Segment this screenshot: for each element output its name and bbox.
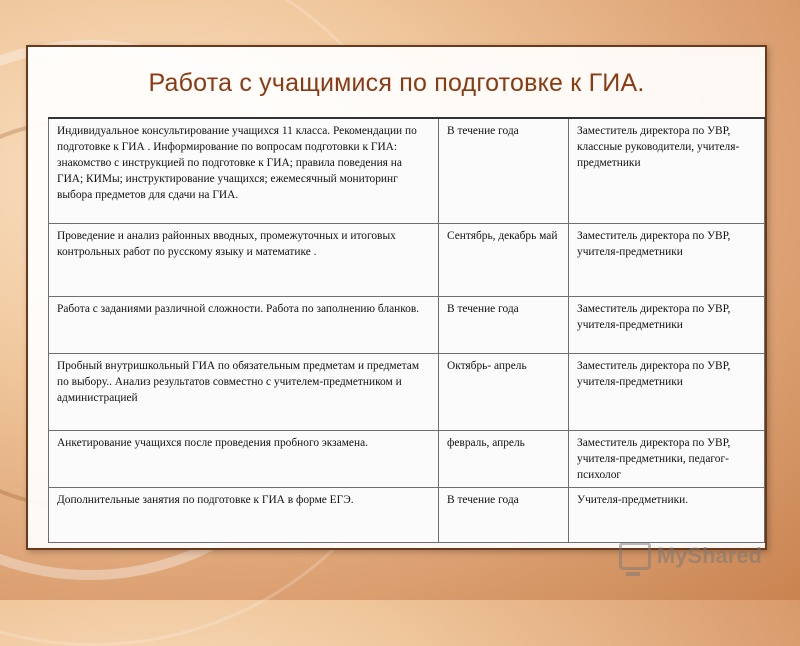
responsible-cell: Заместитель директора по УВР, учителя-предметники	[569, 297, 765, 354]
activity-cell: Проведение и анализ районных вводных, промежуточных и итоговых контрольных работ по русскому языку и математике .	[49, 224, 439, 297]
responsible-cell: Заместитель директора по УВР, классные руководители, учителя-предметники	[569, 118, 765, 224]
timing-cell: В течение года	[439, 118, 569, 224]
timing-cell: В течение года	[439, 488, 569, 543]
slide-title: Работа с учащимися по подготовке к ГИА.	[148, 69, 645, 97]
myshared-watermark	[619, 542, 762, 570]
activity-cell: Пробный внутришкольный ГИА по обязательным предметам и предметам по выбору.. Анализ результатов совместно с учителем-предметником и администрацией	[49, 354, 439, 431]
activity-cell: Работа с заданиями различной сложности. Работа по заполнению бланков.	[49, 297, 439, 354]
activity-cell: Анкетирование учащихся после проведения пробного экзамена.	[49, 431, 439, 488]
responsible-cell: Учителя-предметники.	[569, 488, 765, 543]
timing-cell: В течение года	[439, 297, 569, 354]
table-row	[49, 297, 765, 354]
slide-panel	[26, 45, 767, 550]
activity-cell: Индивидуальное консультирование учащихся 11 класса. Рекомендации по подготовке к ГИА . Информирование по вопросам подготовки к ГИА: знакомство с инструкцией по подготовке к ГИА; правила поведения на ГИА; КИМы; инструктирование учащихся; ежемесячный мониторинг выбора предметов для сдачи на ГИА.	[49, 118, 439, 224]
schedule-table	[48, 117, 765, 543]
table-row	[49, 488, 765, 543]
responsible-cell: Заместитель директора по УВР, учителя-предметники, педагог-психолог	[569, 431, 765, 488]
watermark-text: MyShared	[656, 543, 762, 568]
timing-cell: Сентябрь, декабрь май	[439, 224, 569, 297]
table-row	[49, 118, 765, 224]
table-row	[49, 224, 765, 297]
responsible-cell: Заместитель директора по УВР, учителя-предметники	[569, 224, 765, 297]
activity-cell: Дополнительные занятия по подготовке к ГИА в форме ЕГЭ.	[49, 488, 439, 543]
table-row	[49, 354, 765, 431]
table-row	[49, 431, 765, 488]
responsible-cell: Заместитель директора по УВР, учителя-предметники	[569, 354, 765, 431]
timing-cell: февраль, апрель	[439, 431, 569, 488]
myshared-logo-icon	[619, 542, 651, 570]
timing-cell: Октябрь- апрель	[439, 354, 569, 431]
